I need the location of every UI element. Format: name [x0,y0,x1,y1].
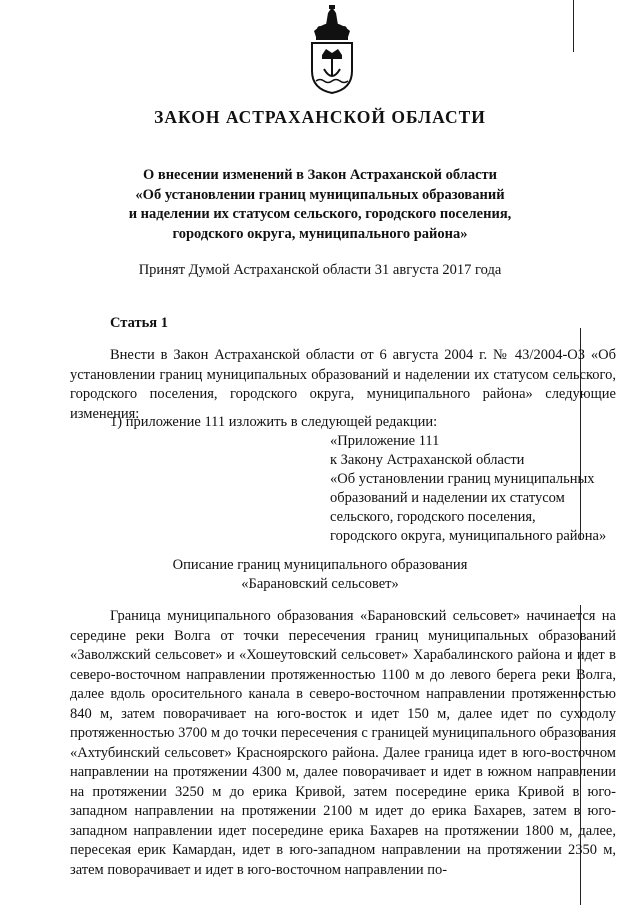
subject-line: О внесении изменений в Закон Астраханской области [142,167,498,183]
appendix-header [330,432,630,546]
appendix-line: образований и наделении их статусом [330,490,565,506]
subject-line: и наделении их статусом сельского, городского поселения, [128,206,512,222]
boundary-text: Граница муниципального образования «Барановский сельсовет» начинается на середине реки Волга от точки пересечения границ муниципальных образований «Заволжский сельсовет» и «Хошеутовский сельсовет» Харабалинского района и идет в северо-восточном направлении протяженностью 1100 м до левого берега реки Волга, далее вдоль оросительного канала в северо-восточном направлении протяженностью 840 м, затем поворачивает на юго-восток и идет 150 м, далее идет по суходолу протяженностью 3700 м до точки пересечения с границей муниципального образования «Ахтубинский сельсовет» Красноярского района. Далее граница идет в юго-восточном направлении на протяжении 4300 м, далее поворачивает и идет в южном направлении на протяжении 3250 м до ерика Кривой, затем посередине ерика Кривой в юго-западном направлении на протяжении 2100 м идет до ерика Бахарев, затем в юго-западном направлении идет посередине ерика Бахарев на протяжении 1800 м, далее, пересекая ерик Камардан, идет в юго-западном направлении на протяжении 2350 м, затем поворачивает и идет в юго-восточном направлении по- [70,608,616,878]
subject-line: городского округа, муниципального района» [172,225,468,242]
adoption-note: Принят Думой Астраханской области 31 августа 2017 года [138,262,502,278]
boundary-description-title [90,556,550,594]
law-subject [110,166,530,244]
coat-of-arms-astrakhan-icon [300,5,364,95]
appendix-line: «Об установлении границ муниципальных [330,471,595,487]
scan-line-top [573,0,574,52]
description-line: Описание границ муниципального образования [172,557,468,573]
description-line: «Барановский сельсовет» [241,576,399,592]
appendix-line: городского округа, муниципального района» [330,528,607,544]
appendix-line: к Закону Астраханской области [330,452,525,468]
article-item-1: 1) приложение 111 изложить в следующей редакции: [110,414,438,430]
law-title: ЗАКОН АСТРАХАНСКОЙ ОБЛАСТИ [154,107,486,127]
article-heading: Статья 1 [110,315,168,331]
article-intro: Внести в Закон Астраханской области от 6 августа 2004 г. № 43/2004-ОЗ «Об установлении границ муниципальных образований и наделении их статусом сельского, городского поселения, городского округа, муниципального района» следующие изменения: [70,347,616,422]
subject-line: «Об установлении границ муниципальных образований [135,186,505,203]
appendix-line: сельского, городского поселения, [330,509,536,525]
appendix-line: «Приложение 111 [330,433,440,449]
